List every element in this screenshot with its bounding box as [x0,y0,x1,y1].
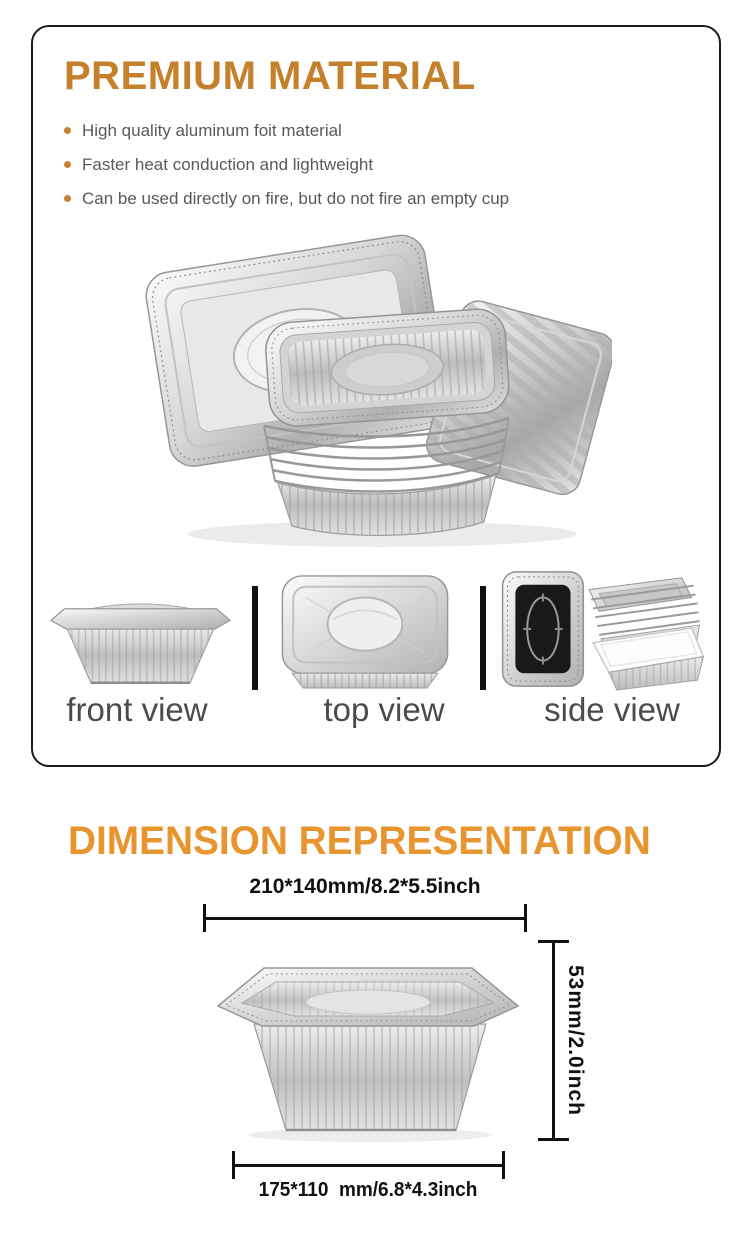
feature-item [64,154,509,175]
dimension-container-illustration [210,952,526,1144]
height-dimension-value: 53mm/2.0inch [564,965,587,1116]
top-view-illustration [275,572,455,690]
bottom-dimension-value: 175*110 mm/6.8*4.3inch [258,1179,478,1201]
bottom-dimension-line [232,1151,505,1179]
side-view-illustration [497,566,709,692]
dimension-representation-title: DIMENSION REPRESENTATION [68,819,651,863]
top-view-label: top view [323,691,445,728]
bullet-dot-icon [64,161,71,168]
dimension-tick [524,904,527,932]
dimension-bar [203,917,527,920]
premium-material-title: PREMIUM MATERIAL [64,54,476,98]
front-view-label: front view [66,691,208,728]
dimension-bar [232,1164,505,1167]
dimension-bar [552,940,555,1141]
side-view-label: side view [544,691,680,728]
view-separator [480,586,486,690]
bullet-dot-icon [64,195,71,202]
foil-containers-illustration [142,228,612,553]
bullet-dot-icon [64,127,71,134]
view-separator [252,586,258,690]
top-view-image [275,572,455,690]
feature-list [64,120,509,222]
dimension-tick [502,1151,505,1179]
top-dimension-value: 210*140mm/8.2*5.5inch [249,875,481,898]
side-view-image [497,566,709,692]
dimension-product-image [210,952,526,1144]
top-dimension-line [203,904,527,932]
front-view-illustration [48,583,233,688]
product-photo-stacked-containers [142,228,612,553]
dimension-tick [538,1138,569,1141]
feature-item [64,188,509,209]
feature-text: High quality aluminum foit material [82,121,342,140]
feature-text: Faster heat conduction and lightweight [82,155,374,174]
feature-item [64,120,509,141]
feature-text: Can be used directly on fire, but do not fire an empty cup [82,189,510,208]
front-view-image [48,583,233,688]
